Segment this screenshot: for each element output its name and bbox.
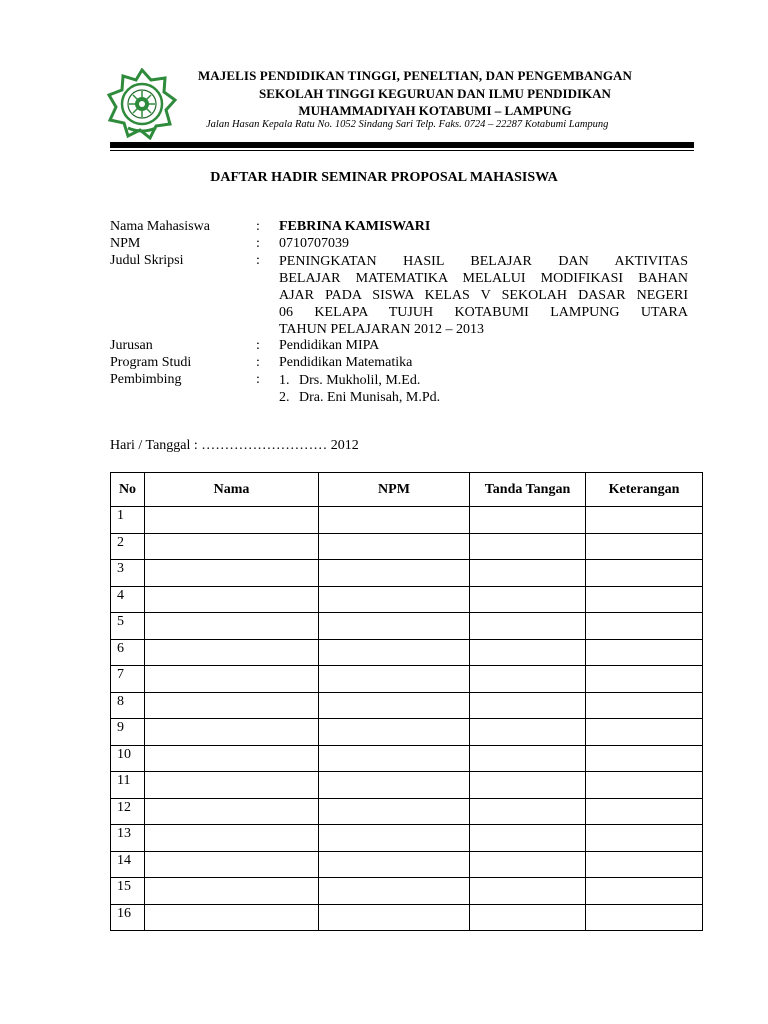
row-keterangan-cell: [586, 719, 703, 746]
row-npm-cell: [319, 533, 470, 560]
row-number-cell: 4: [111, 586, 145, 613]
header-keterangan: Keterangan: [586, 473, 703, 507]
table-header-row: [111, 473, 703, 507]
table-row: [111, 904, 703, 931]
pembimbing-label: Pembimbing: [110, 372, 182, 387]
row-tanda-tangan-cell: [470, 533, 586, 560]
row-nama-cell: [145, 772, 319, 799]
row-number-cell: 1: [111, 507, 145, 534]
table-row: [111, 772, 703, 799]
row-nama-cell: [145, 692, 319, 719]
row-keterangan-cell: [586, 851, 703, 878]
row-number-cell: 10: [111, 745, 145, 772]
letterhead-rule-thick: [110, 142, 694, 148]
row-number-cell: 15: [111, 878, 145, 905]
judul-line: 06 KELAPA TUJUH KOTABUMI LAMPUNG UTARA: [279, 305, 688, 320]
jurusan-value: Pendidikan MIPA: [279, 338, 380, 353]
row-keterangan-cell: [586, 639, 703, 666]
row-npm-cell: [319, 825, 470, 852]
row-tanda-tangan-cell: [470, 745, 586, 772]
header-tanda-tangan: Tanda Tangan: [470, 473, 586, 507]
table-row: [111, 507, 703, 534]
row-tanda-tangan-cell: [470, 692, 586, 719]
row-tanda-tangan-cell: [470, 666, 586, 693]
prodi-label: Program Studi: [110, 355, 192, 370]
row-nama-cell: [145, 586, 319, 613]
prodi-value: Pendidikan Matematika: [279, 355, 413, 370]
row-nama-cell: [145, 533, 319, 560]
judul-line: TAHUN PELAJARAN 2012 – 2013: [279, 322, 484, 337]
row-nama-cell: [145, 719, 319, 746]
row-keterangan-cell: [586, 507, 703, 534]
row-keterangan-cell: [586, 798, 703, 825]
table-row: [111, 878, 703, 905]
jurusan-label: Jurusan: [110, 338, 153, 353]
row-keterangan-cell: [586, 560, 703, 587]
row-number-cell: 11: [111, 772, 145, 799]
row-keterangan-cell: [586, 825, 703, 852]
judul-value: [279, 253, 688, 338]
row-nama-cell: [145, 851, 319, 878]
table-row: [111, 692, 703, 719]
row-tanda-tangan-cell: [470, 507, 586, 534]
colon: :: [256, 219, 260, 234]
row-nama-cell: [145, 639, 319, 666]
row-number-cell: 13: [111, 825, 145, 852]
judul-line: AJAR PADA SISWA KELAS V SEKOLAH DASAR NEGERI: [279, 288, 688, 303]
judul-label: Judul Skripsi: [110, 253, 184, 268]
row-keterangan-cell: [586, 772, 703, 799]
judul-line: BELAJAR MATEMATIKA MELALUI MODIFIKASI BAHAN: [279, 271, 688, 286]
table-row: [111, 666, 703, 693]
row-npm-cell: [319, 878, 470, 905]
row-npm-cell: [319, 692, 470, 719]
letterhead-address: Jalan Hasan Kepala Ratu No. 1052 Sindang Sari Telp. Faks. 0724 – 22287 Kotabumi Lampung: [206, 119, 609, 130]
row-number-cell: 9: [111, 719, 145, 746]
row-tanda-tangan-cell: [470, 560, 586, 587]
row-tanda-tangan-cell: [470, 798, 586, 825]
table-row: [111, 639, 703, 666]
row-npm-cell: [319, 772, 470, 799]
row-nama-cell: [145, 560, 319, 587]
row-npm-cell: [319, 745, 470, 772]
row-npm-cell: [319, 639, 470, 666]
row-npm-cell: [319, 507, 470, 534]
row-tanda-tangan-cell: [470, 825, 586, 852]
row-keterangan-cell: [586, 666, 703, 693]
pembimbing-item: [279, 372, 688, 389]
row-npm-cell: [319, 586, 470, 613]
row-nama-cell: [145, 745, 319, 772]
row-number-cell: 2: [111, 533, 145, 560]
row-number-cell: 8: [111, 692, 145, 719]
row-npm-cell: [319, 719, 470, 746]
table-row: [111, 719, 703, 746]
table-row: [111, 586, 703, 613]
table-row: [111, 533, 703, 560]
row-nama-cell: [145, 904, 319, 931]
row-keterangan-cell: [586, 745, 703, 772]
row-number-cell: 3: [111, 560, 145, 587]
nama-label: Nama Mahasiswa: [110, 219, 210, 234]
row-npm-cell: [319, 904, 470, 931]
attendance-table: [110, 472, 703, 931]
table-row: [111, 851, 703, 878]
row-keterangan-cell: [586, 613, 703, 640]
row-keterangan-cell: [586, 878, 703, 905]
header-nama: Nama: [145, 473, 319, 507]
pembimbing-name: Drs. Mukholil, M.Ed.: [299, 373, 421, 388]
row-nama-cell: [145, 825, 319, 852]
hari-tanggal: Hari / Tanggal : ……………………… 2012: [110, 438, 359, 453]
npm-value: 0710707039: [279, 236, 349, 251]
institution-logo-icon: [104, 68, 180, 140]
pembimbing-list: [279, 372, 688, 406]
row-number-cell: 5: [111, 613, 145, 640]
table-row: [111, 560, 703, 587]
header-no: No: [111, 473, 145, 507]
row-tanda-tangan-cell: [470, 851, 586, 878]
row-tanda-tangan-cell: [470, 613, 586, 640]
row-keterangan-cell: [586, 533, 703, 560]
table-row: [111, 825, 703, 852]
colon: :: [256, 372, 260, 387]
row-keterangan-cell: [586, 904, 703, 931]
row-keterangan-cell: [586, 586, 703, 613]
row-npm-cell: [319, 851, 470, 878]
row-tanda-tangan-cell: [470, 904, 586, 931]
row-npm-cell: [319, 560, 470, 587]
npm-label: NPM: [110, 236, 141, 251]
colon: :: [256, 338, 260, 353]
row-tanda-tangan-cell: [470, 878, 586, 905]
row-nama-cell: [145, 507, 319, 534]
row-number-cell: 6: [111, 639, 145, 666]
letterhead-line-2: SEKOLAH TINGGI KEGURUAN DAN ILMU PENDIDIKAN: [259, 86, 611, 101]
row-nama-cell: [145, 666, 319, 693]
letterhead-rule-thin: [110, 150, 694, 151]
document-title: DAFTAR HADIR SEMINAR PROPOSAL MAHASISWA: [210, 170, 558, 185]
row-npm-cell: [319, 666, 470, 693]
row-nama-cell: [145, 878, 319, 905]
row-tanda-tangan-cell: [470, 719, 586, 746]
colon: :: [256, 236, 260, 251]
row-keterangan-cell: [586, 692, 703, 719]
row-npm-cell: [319, 613, 470, 640]
row-number-cell: 7: [111, 666, 145, 693]
pembimbing-number: 2.: [279, 390, 290, 405]
row-tanda-tangan-cell: [470, 586, 586, 613]
table-row: [111, 745, 703, 772]
row-npm-cell: [319, 798, 470, 825]
row-nama-cell: [145, 613, 319, 640]
letterhead-line-3: MUHAMMADIYAH KOTABUMI – LAMPUNG: [298, 103, 572, 118]
table-body: [111, 507, 703, 931]
row-number-cell: 14: [111, 851, 145, 878]
colon: :: [256, 253, 260, 268]
pembimbing-number: 1.: [279, 373, 290, 388]
row-tanda-tangan-cell: [470, 772, 586, 799]
pembimbing-item: [279, 389, 688, 406]
pembimbing-name: Dra. Eni Munisah, M.Pd.: [299, 390, 441, 405]
table-row: [111, 798, 703, 825]
nama-value: FEBRINA KAMISWARI: [279, 219, 431, 234]
row-tanda-tangan-cell: [470, 639, 586, 666]
colon: :: [256, 355, 260, 370]
row-number-cell: 12: [111, 798, 145, 825]
header-npm: NPM: [319, 473, 470, 507]
row-nama-cell: [145, 798, 319, 825]
table-row: [111, 613, 703, 640]
row-number-cell: 16: [111, 904, 145, 931]
letterhead-line-1: MAJELIS PENDIDIKAN TINGGI, PENELTIAN, DAN PENGEMBANGAN: [197, 68, 633, 83]
judul-line: PENINGKATAN HASIL BELAJAR DAN AKTIVITAS: [279, 254, 688, 269]
